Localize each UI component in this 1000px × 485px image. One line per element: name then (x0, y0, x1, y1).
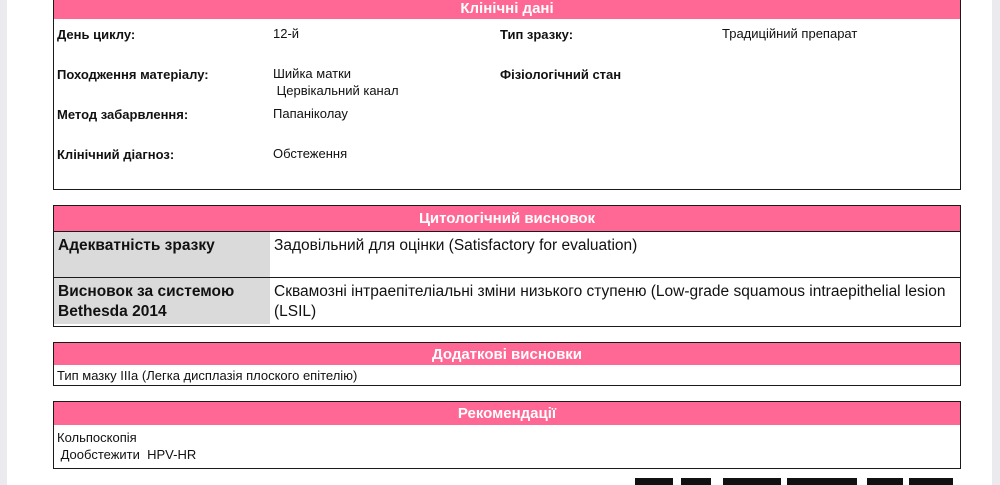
recommendations-list (54, 425, 960, 467)
field-label-sample-type: Тип зразку: (500, 27, 574, 42)
field-value-cycle-day: 12-й (273, 26, 300, 41)
list-item: Кольпоскопія (57, 430, 137, 445)
row-value-bethesda: Сквамозні інтраепітеліальні зміни низького ступеню (Low-grade squamous intraepithelial lesion (LSIL) (274, 283, 946, 320)
section-title: Цитологічний висновок (54, 206, 960, 231)
field-label-physiological-state: Фізіологічний стан (500, 67, 622, 82)
row-label-sample-adequacy: Адекватність зразку (54, 232, 270, 277)
table-row (54, 277, 960, 324)
row-label-bethesda: Висновок за системою Bethesda 2014 (54, 278, 270, 324)
field-value-clinical-diagnosis: Обстеження (273, 146, 348, 161)
field-value-material-origin-1: Шийка матки (273, 66, 352, 81)
row-value-sample-adequacy: Задовільний для оцінки (Satisfactory for evaluation) (274, 237, 638, 254)
additional-conclusions-section (53, 342, 961, 386)
section-title: Рекомендації (54, 402, 960, 425)
clinical-data-section (53, 0, 961, 190)
field-value-staining-method: Папаніколау (273, 106, 348, 121)
section-title: Додаткові висновки (54, 343, 960, 365)
section-title: Клінічні дані (54, 0, 960, 19)
field-label-staining-method: Метод забарвлення: (57, 107, 189, 122)
field-label-clinical-diagnosis: Клінічний діагноз: (57, 147, 175, 162)
additional-conclusion-text: Тип мазку IIIa (Легка дисплазія плоского епітелію) (57, 368, 358, 383)
cytology-conclusion-section (53, 205, 961, 327)
field-label-cycle-day: День циклу: (57, 27, 136, 42)
field-value-sample-type: Традиційний препарат (722, 26, 858, 41)
field-label-material-origin: Походження матеріалу: (57, 67, 209, 82)
table-row (54, 231, 960, 277)
recommendations-section (53, 401, 961, 469)
cut-off-heading-text (635, 478, 955, 485)
page-margin-left (0, 0, 7, 485)
page-margin-right (992, 0, 1000, 485)
list-item: Дообстежити HPV-HR (57, 447, 197, 462)
field-value-material-origin-2: Цервікальний канал (273, 83, 399, 98)
